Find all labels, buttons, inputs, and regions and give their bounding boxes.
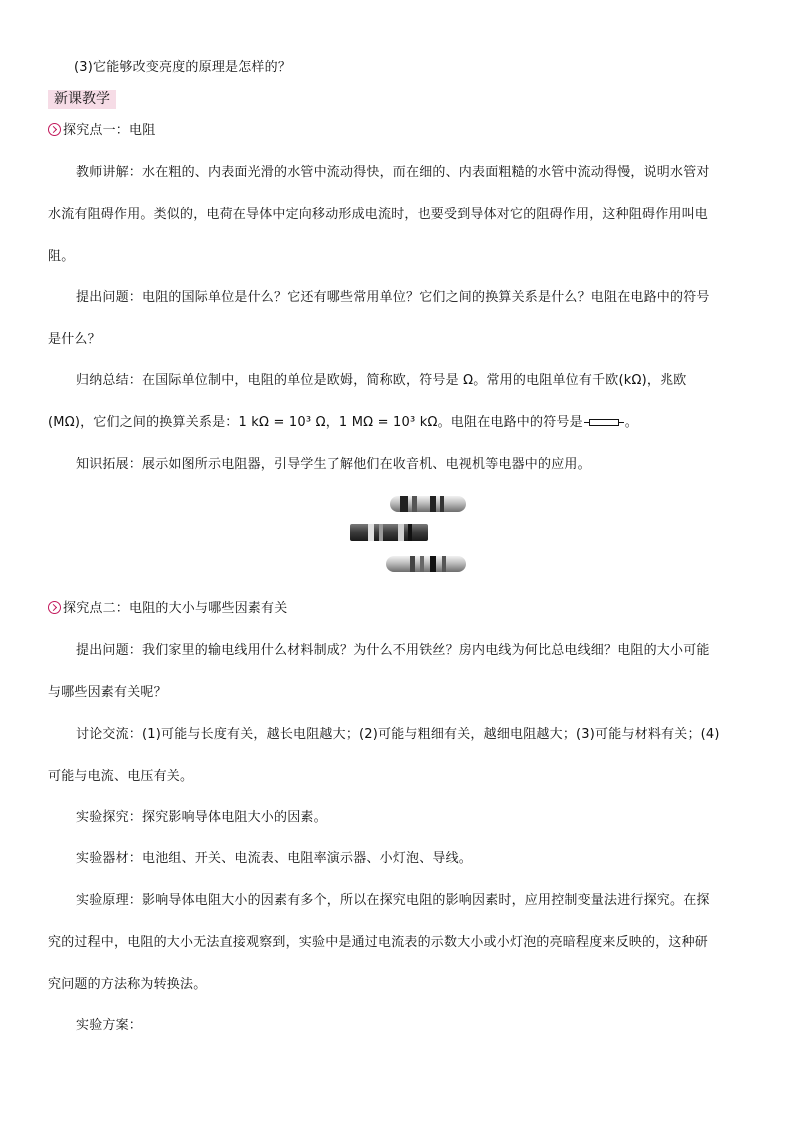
resistor-symbol-icon — [589, 419, 619, 426]
chevron-right-icon — [48, 123, 61, 136]
paragraph-line: 究的过程中，电阻的大小无法直接观察到，实验中是通过电流表的示数大小或小灯泡的亮暗程度来反映的，这种研 — [48, 935, 709, 950]
explore-point-1 — [48, 122, 155, 140]
paragraph-text: (MΩ)，它们之间的换算关系是：1 kΩ = 10³ Ω，1 MΩ = 10³ kΩ。电阻在电路中的符号是 — [48, 415, 583, 430]
paragraph-line: 与哪些因素有关呢？ — [48, 685, 167, 700]
paragraph-line: 是什么？ — [48, 332, 101, 347]
section-heading: 新课教学 — [48, 90, 116, 109]
paragraph-line: 实验探究：探究影响导体电阻大小的因素。 — [76, 810, 327, 825]
paragraph-line: 知识拓展：展示如图所示电阻器，引导学生了解他们在收音机、电视机等电器中的应用。 — [76, 457, 591, 472]
resistors-figure — [346, 490, 470, 578]
paragraph-line: 实验方案： — [76, 1018, 143, 1033]
paragraph-line: 水流有阻碍作用。类似的，电荷在导体中定向移动形成电流时，也要受到导体对它的阻碍作用，这种阻碍作用叫电 — [48, 207, 709, 222]
resistor-bottom — [386, 556, 466, 572]
paragraph-line: 实验器材：电池组、开关、电流表、电阻率演示器、小灯泡、导线。 — [76, 851, 473, 866]
explore-point-2 — [48, 600, 287, 618]
question-3: (3)它能够改变亮度的原理是怎样的？ — [74, 60, 292, 75]
paragraph-line: 可能与电流、电压有关。 — [48, 769, 194, 784]
explore-point-1-title: 探究点一：电阻 — [63, 123, 156, 138]
paragraph-line: 教师讲解：水在粗的、内表面光滑的水管中流动得快，而在细的、内表面粗糙的水管中流动得慢，说明水管对 — [76, 165, 710, 180]
paragraph-line — [48, 414, 638, 432]
paragraph-line: 实验原理：影响导体电阻大小的因素有多个，所以在探究电阻的影响因素时，应用控制变量法进行探究。在探 — [76, 893, 710, 908]
explore-point-2-title: 探究点二：电阻的大小与哪些因素有关 — [63, 601, 288, 616]
resistor-middle — [350, 524, 428, 541]
paragraph-line: 阻。 — [48, 249, 75, 264]
paragraph-line: 提出问题：我们家里的输电线用什么材料制成？为什么不用铁丝？房内电线为何比总电线细？电阻的大小可能 — [76, 643, 710, 658]
paragraph-line: 讨论交流：(1)可能与长度有关，越长电阻越大；(2)可能与粗细有关，越细电阻越大；(3)可能与材料有关；(4) — [76, 727, 720, 742]
paragraph-line: 提出问题：电阻的国际单位是什么？它还有哪些常用单位？它们之间的换算关系是什么？电阻在电路中的符号 — [76, 290, 710, 305]
chevron-right-icon — [48, 601, 61, 614]
resistor-top — [390, 496, 466, 512]
paragraph-line: 归纳总结：在国际单位制中，电阻的单位是欧姆，简称欧，符号是 Ω。常用的电阻单位有千欧(kΩ)，兆欧 — [76, 373, 687, 388]
paragraph-text: 。 — [624, 415, 638, 430]
paragraph-line: 究问题的方法称为转换法。 — [48, 977, 207, 992]
